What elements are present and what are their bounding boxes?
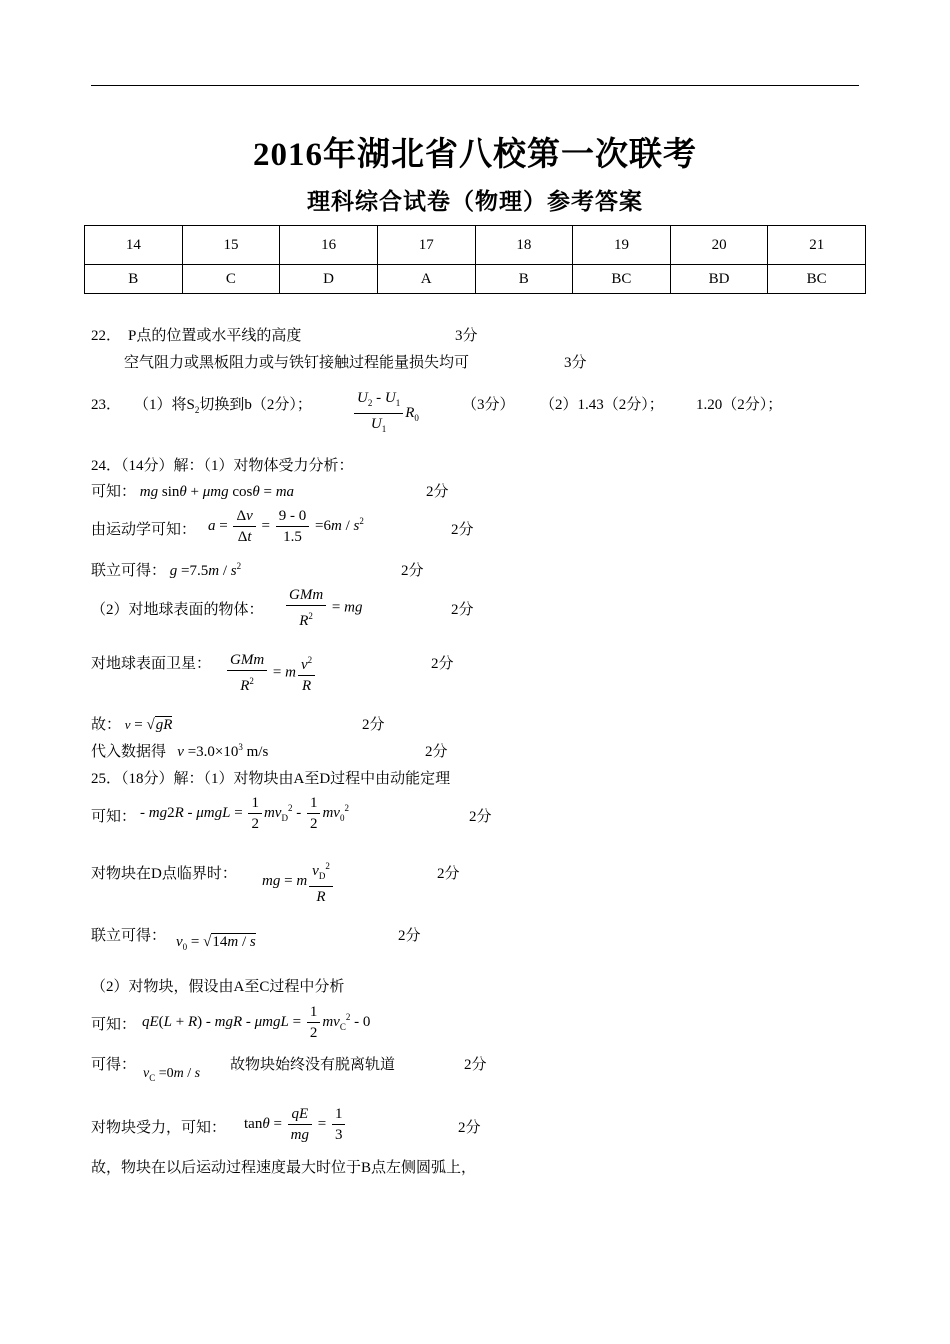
q25-line2-formula: mg = m $\frac{v_D^2}{R}$ <box>262 856 335 907</box>
q24-line4-formula: $\frac{\text{GMm}}{R^2}$ = mg <box>284 585 362 631</box>
q25-score-6: 2分 <box>464 1057 487 1073</box>
page-subtitle: 理科综合试卷（物理）参考答案 <box>307 189 643 214</box>
question-number: 18 <box>475 226 573 265</box>
q23-score-1: （3分） <box>462 397 515 413</box>
q22-answer-1: P点的位置或水平线的高度 <box>128 328 302 344</box>
q25-line4: （2）对物块，假设由A至C过程中分析 <box>91 979 345 995</box>
q25-line5-prefix: 可知： <box>91 1017 137 1033</box>
q24-line5-formula: $\frac{\text{GMm}}{R^2}$ = m $\frac{v^2}{R}$ <box>225 650 317 696</box>
q25-line5-formula: qE(L + R) - mgR - μmgL = $\frac{1}{2}$ $mv_C^2 - 0$ <box>142 1004 371 1041</box>
q24-score-5: 2分 <box>431 656 454 672</box>
q25-line6-formula: $v_C =0m / s$ <box>143 1066 201 1083</box>
q24-score-1: 2分 <box>426 484 449 500</box>
q25-line6-prefix: 可得： <box>91 1057 137 1073</box>
q23-label: 23． <box>91 397 122 413</box>
q25-line2-prefix: 对物块在D点临界时： <box>91 866 237 882</box>
q24-header: 24．（14分）解：（1）对物体受力分析： <box>91 458 354 474</box>
answer-cell: B <box>475 265 573 294</box>
q22-label: 22． <box>91 328 122 344</box>
q23-part3: 1.20（2分）； <box>696 397 783 413</box>
question-number: 15 <box>182 226 280 265</box>
answer-cell: BD <box>670 265 768 294</box>
answer-cell: D <box>280 265 378 294</box>
q24-score-3: 2分 <box>401 563 424 579</box>
answer-cell: BC <box>768 265 866 294</box>
question-number: 19 <box>573 226 671 265</box>
q25-line7-formula: tanθ = $\frac{qE}{mg}$ = $\frac{1}{3}$ <box>244 1104 347 1145</box>
top-rule <box>91 85 859 86</box>
q24-line6: 故： v = √gR <box>91 717 173 733</box>
q24-line4-prefix: （2）对地球表面的物体： <box>91 602 264 618</box>
question-number: 21 <box>768 226 866 265</box>
q22-score-2: 3分 <box>564 355 587 371</box>
q25-line3-prefix: 联立可得： <box>91 928 167 944</box>
question-number: 20 <box>670 226 768 265</box>
q24-score-4: 2分 <box>451 602 474 618</box>
answer-table-answer-row <box>85 265 866 294</box>
q24-line3: 联立可得： $g =7.5m / s^2$ <box>91 561 242 579</box>
answer-cell: BC <box>573 265 671 294</box>
page-title: 2016年湖北省八校第一次联考 <box>253 137 697 173</box>
q25-score-2: 2分 <box>437 866 460 882</box>
q24-line1: 可知： mg sinθ + μmg cosθ = ma <box>91 484 295 500</box>
q24-line2-prefix: 由运动学可知： <box>91 522 197 538</box>
q25-line3-formula: $v_0 = √14m / s$ <box>176 934 256 952</box>
q24-line2-formula: a = $\frac{\Delta v}{\Delta t}$ = $\frac{9 - 0}{1.5}$ $=6m / s^2$ <box>208 508 364 545</box>
answer-cell: C <box>182 265 280 294</box>
q24-score-6: 2分 <box>362 717 385 733</box>
question-number: 14 <box>85 226 183 265</box>
q24-line7: 代入数据得 $v =3.0\times 10^3$ m/s <box>91 742 269 760</box>
answer-cell: A <box>377 265 475 294</box>
q23-part1: （1）将$S_2$切换到b（2分）； <box>134 397 312 415</box>
q25-score-7: 2分 <box>458 1120 481 1136</box>
q24-line5-prefix: 对地球表面卫星： <box>91 656 212 672</box>
answer-cell: B <box>85 265 183 294</box>
q25-line6-text: 故物块始终没有脱离轨道 <box>230 1057 396 1073</box>
q23-part2: （2）1.43（2分）； <box>540 397 664 413</box>
answer-table-header-row <box>85 226 866 265</box>
q25-line7-prefix: 对物块受力，可知： <box>91 1120 227 1136</box>
q25-header: 25．（18分）解：（1）对物块由A至D过程中由动能定理 <box>91 771 451 787</box>
q25-line1-prefix: 可知： <box>91 809 137 825</box>
question-number: 16 <box>280 226 378 265</box>
answer-table <box>84 225 866 294</box>
q23-formula: $\frac{U_2 - U_1}{U_1}$ $R_0$ <box>352 388 419 439</box>
q25-line8: 故，物块在以后运动过程速度最大时位于B点左侧圆弧上， <box>91 1160 477 1176</box>
q25-line1-formula: - mg2R - μmgL = $\frac{1}{2}$ $mv_D^2$ - $\frac{1}{2}$ $mv_0^2$ <box>140 795 349 832</box>
q25-score-1: 2分 <box>469 809 492 825</box>
q24-score-2: 2分 <box>451 522 474 538</box>
q22-answer-2: 空气阻力或黑板阻力或与铁钉接触过程能量损失均可 <box>124 355 470 371</box>
q24-score-7: 2分 <box>425 744 448 760</box>
q25-score-3: 2分 <box>398 928 421 944</box>
q22-score-1: 3分 <box>455 328 478 344</box>
question-number: 17 <box>377 226 475 265</box>
